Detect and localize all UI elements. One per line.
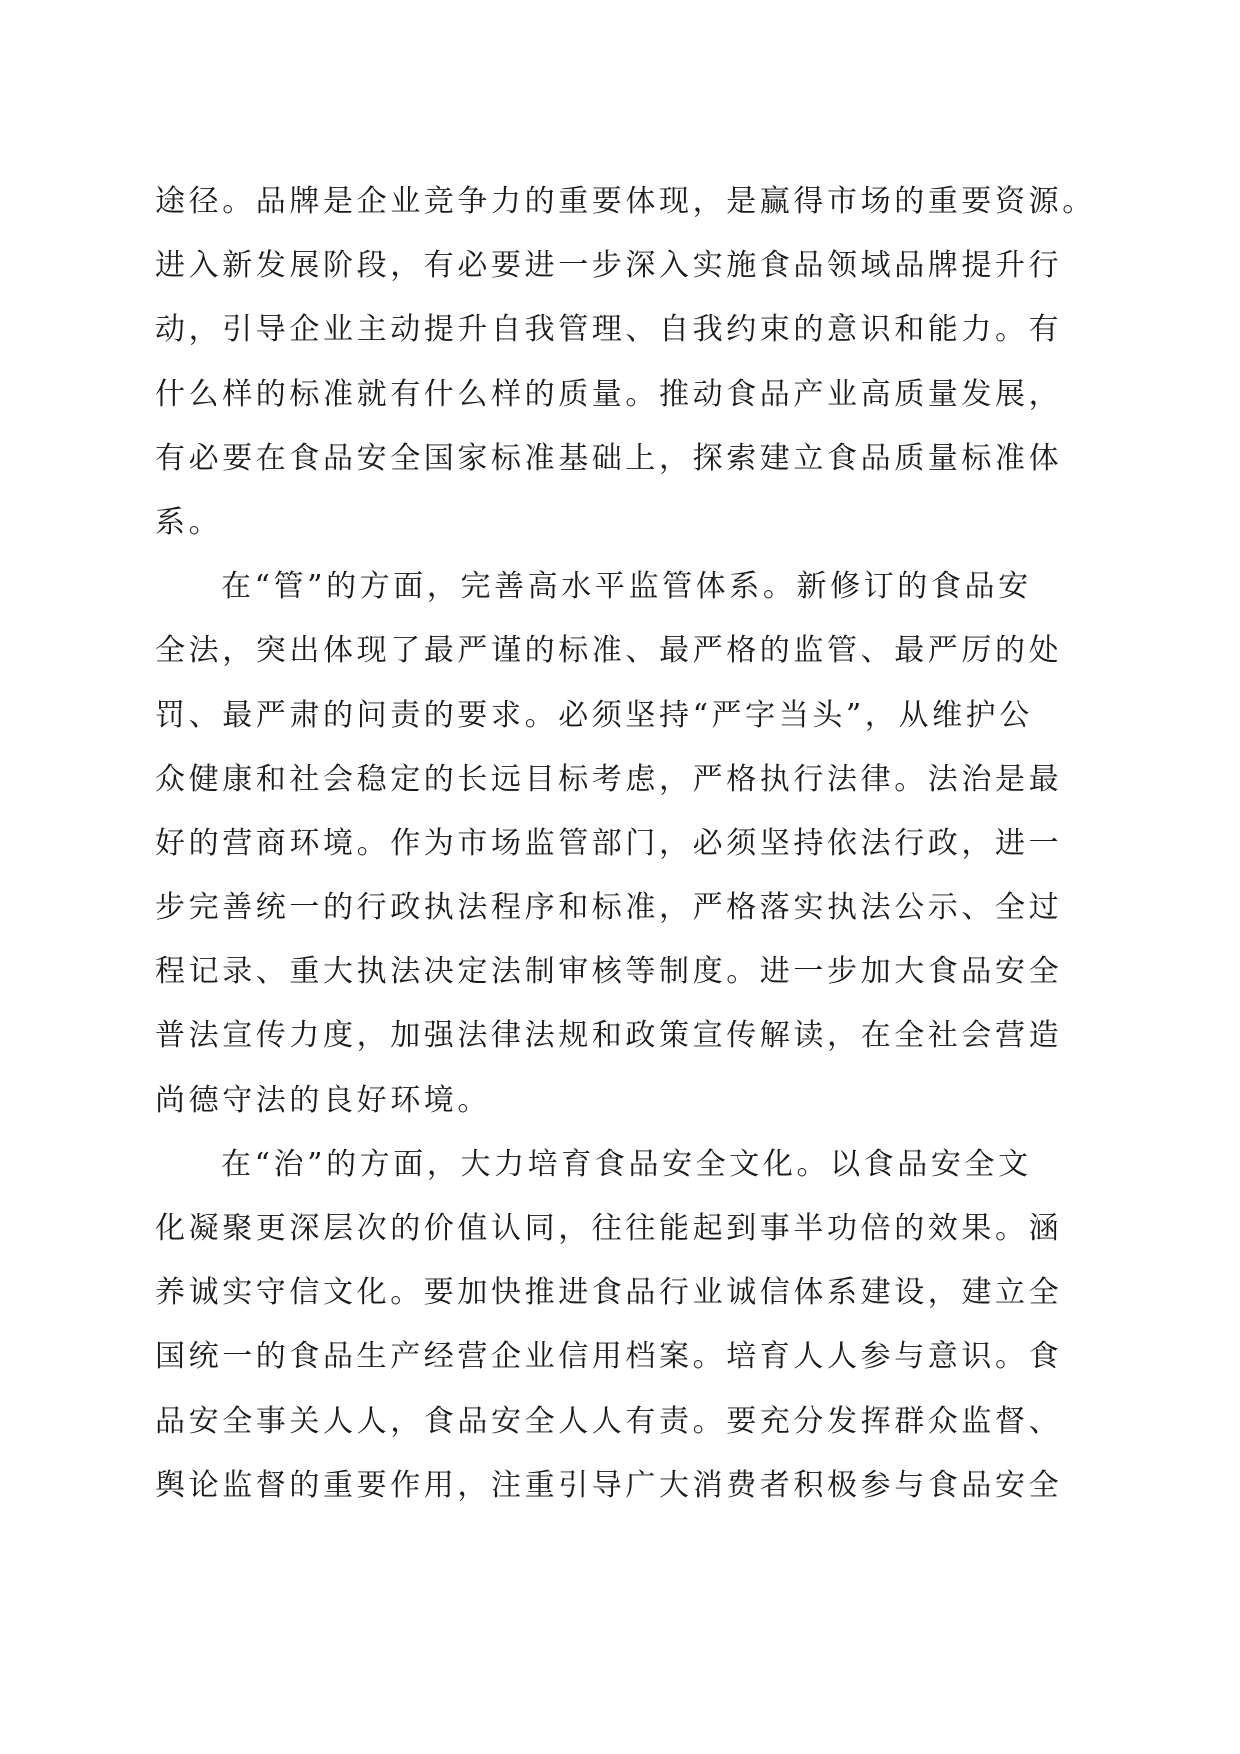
paragraph-line: 好的营商环境。作为市场监管部门，必须坚持依法行政，进一 <box>155 825 1063 861</box>
paragraph-first-line: 在“管”的方面，完善高水平监管体系。新修订的食品安 <box>221 569 1032 605</box>
paragraph-line: 什么样的标准就有什么样的质量。推动食品产业高质量发展， <box>155 376 1063 412</box>
paragraph-line: 步完善统一的行政执法程序和标准，严格落实执法公示、全过 <box>155 890 1063 926</box>
paragraph-line: 动，引导企业主动提升自我管理、自我约束的意识和能力。有 <box>155 312 1063 348</box>
paragraph-line: 尚德守法的良好环境。 <box>155 1082 491 1118</box>
paragraph-line: 普法宣传力度，加强法律法规和政策宣传解读，在全社会营造 <box>155 1018 1063 1054</box>
paragraph-line: 进入新发展阶段，有必要进一步深入实施食品领域品牌提升行 <box>155 248 1063 284</box>
paragraph-line: 程记录、重大执法决定法制审核等制度。进一步加大食品安全 <box>155 954 1063 990</box>
paragraph-line: 品安全事关人人，食品安全人人有责。要充分发挥群众监督、 <box>155 1403 1063 1439</box>
paragraph-brand <box>155 170 1115 555</box>
paragraph-line: 众健康和社会稳定的长远目标考虑，严格执行法律。法治是最 <box>155 761 1063 797</box>
paragraph-line: 养诚实守信文化。要加快推进食品行业诚信体系建设，建立全 <box>155 1275 1063 1311</box>
paragraph-regulation <box>155 555 1115 1133</box>
paragraph-line: 系。 <box>155 504 223 540</box>
document-body <box>155 170 1115 1518</box>
paragraph-line: 全法，突出体现了最严谨的标准、最严格的监管、最严厉的处 <box>155 633 1063 669</box>
paragraph-line: 有必要在食品安全国家标准基础上，探索建立食品质量标准体 <box>155 440 1063 476</box>
paragraph-line: 国统一的食品生产经营企业信用档案。培育人人参与意识。食 <box>155 1339 1063 1375</box>
paragraph-line: 罚、最严肃的问责的要求。必须坚持“严字当头”，从维护公 <box>155 697 1033 733</box>
paragraph-line: 化凝聚更深层次的价值认同，往往能起到事半功倍的效果。涵 <box>155 1211 1063 1246</box>
paragraph-first-line: 在“治”的方面，大力培育食品安全文化。以食品安全文 <box>221 1146 1032 1182</box>
paragraph-governance <box>155 1133 1115 1518</box>
paragraph-line: 舆论监督的重要作用，注重引导广大消费者积极参与食品安全 <box>155 1467 1063 1503</box>
paragraph-line: 途径。品牌是企业竞争力的重要体现，是赢得市场的重要资源。 <box>155 184 1096 219</box>
